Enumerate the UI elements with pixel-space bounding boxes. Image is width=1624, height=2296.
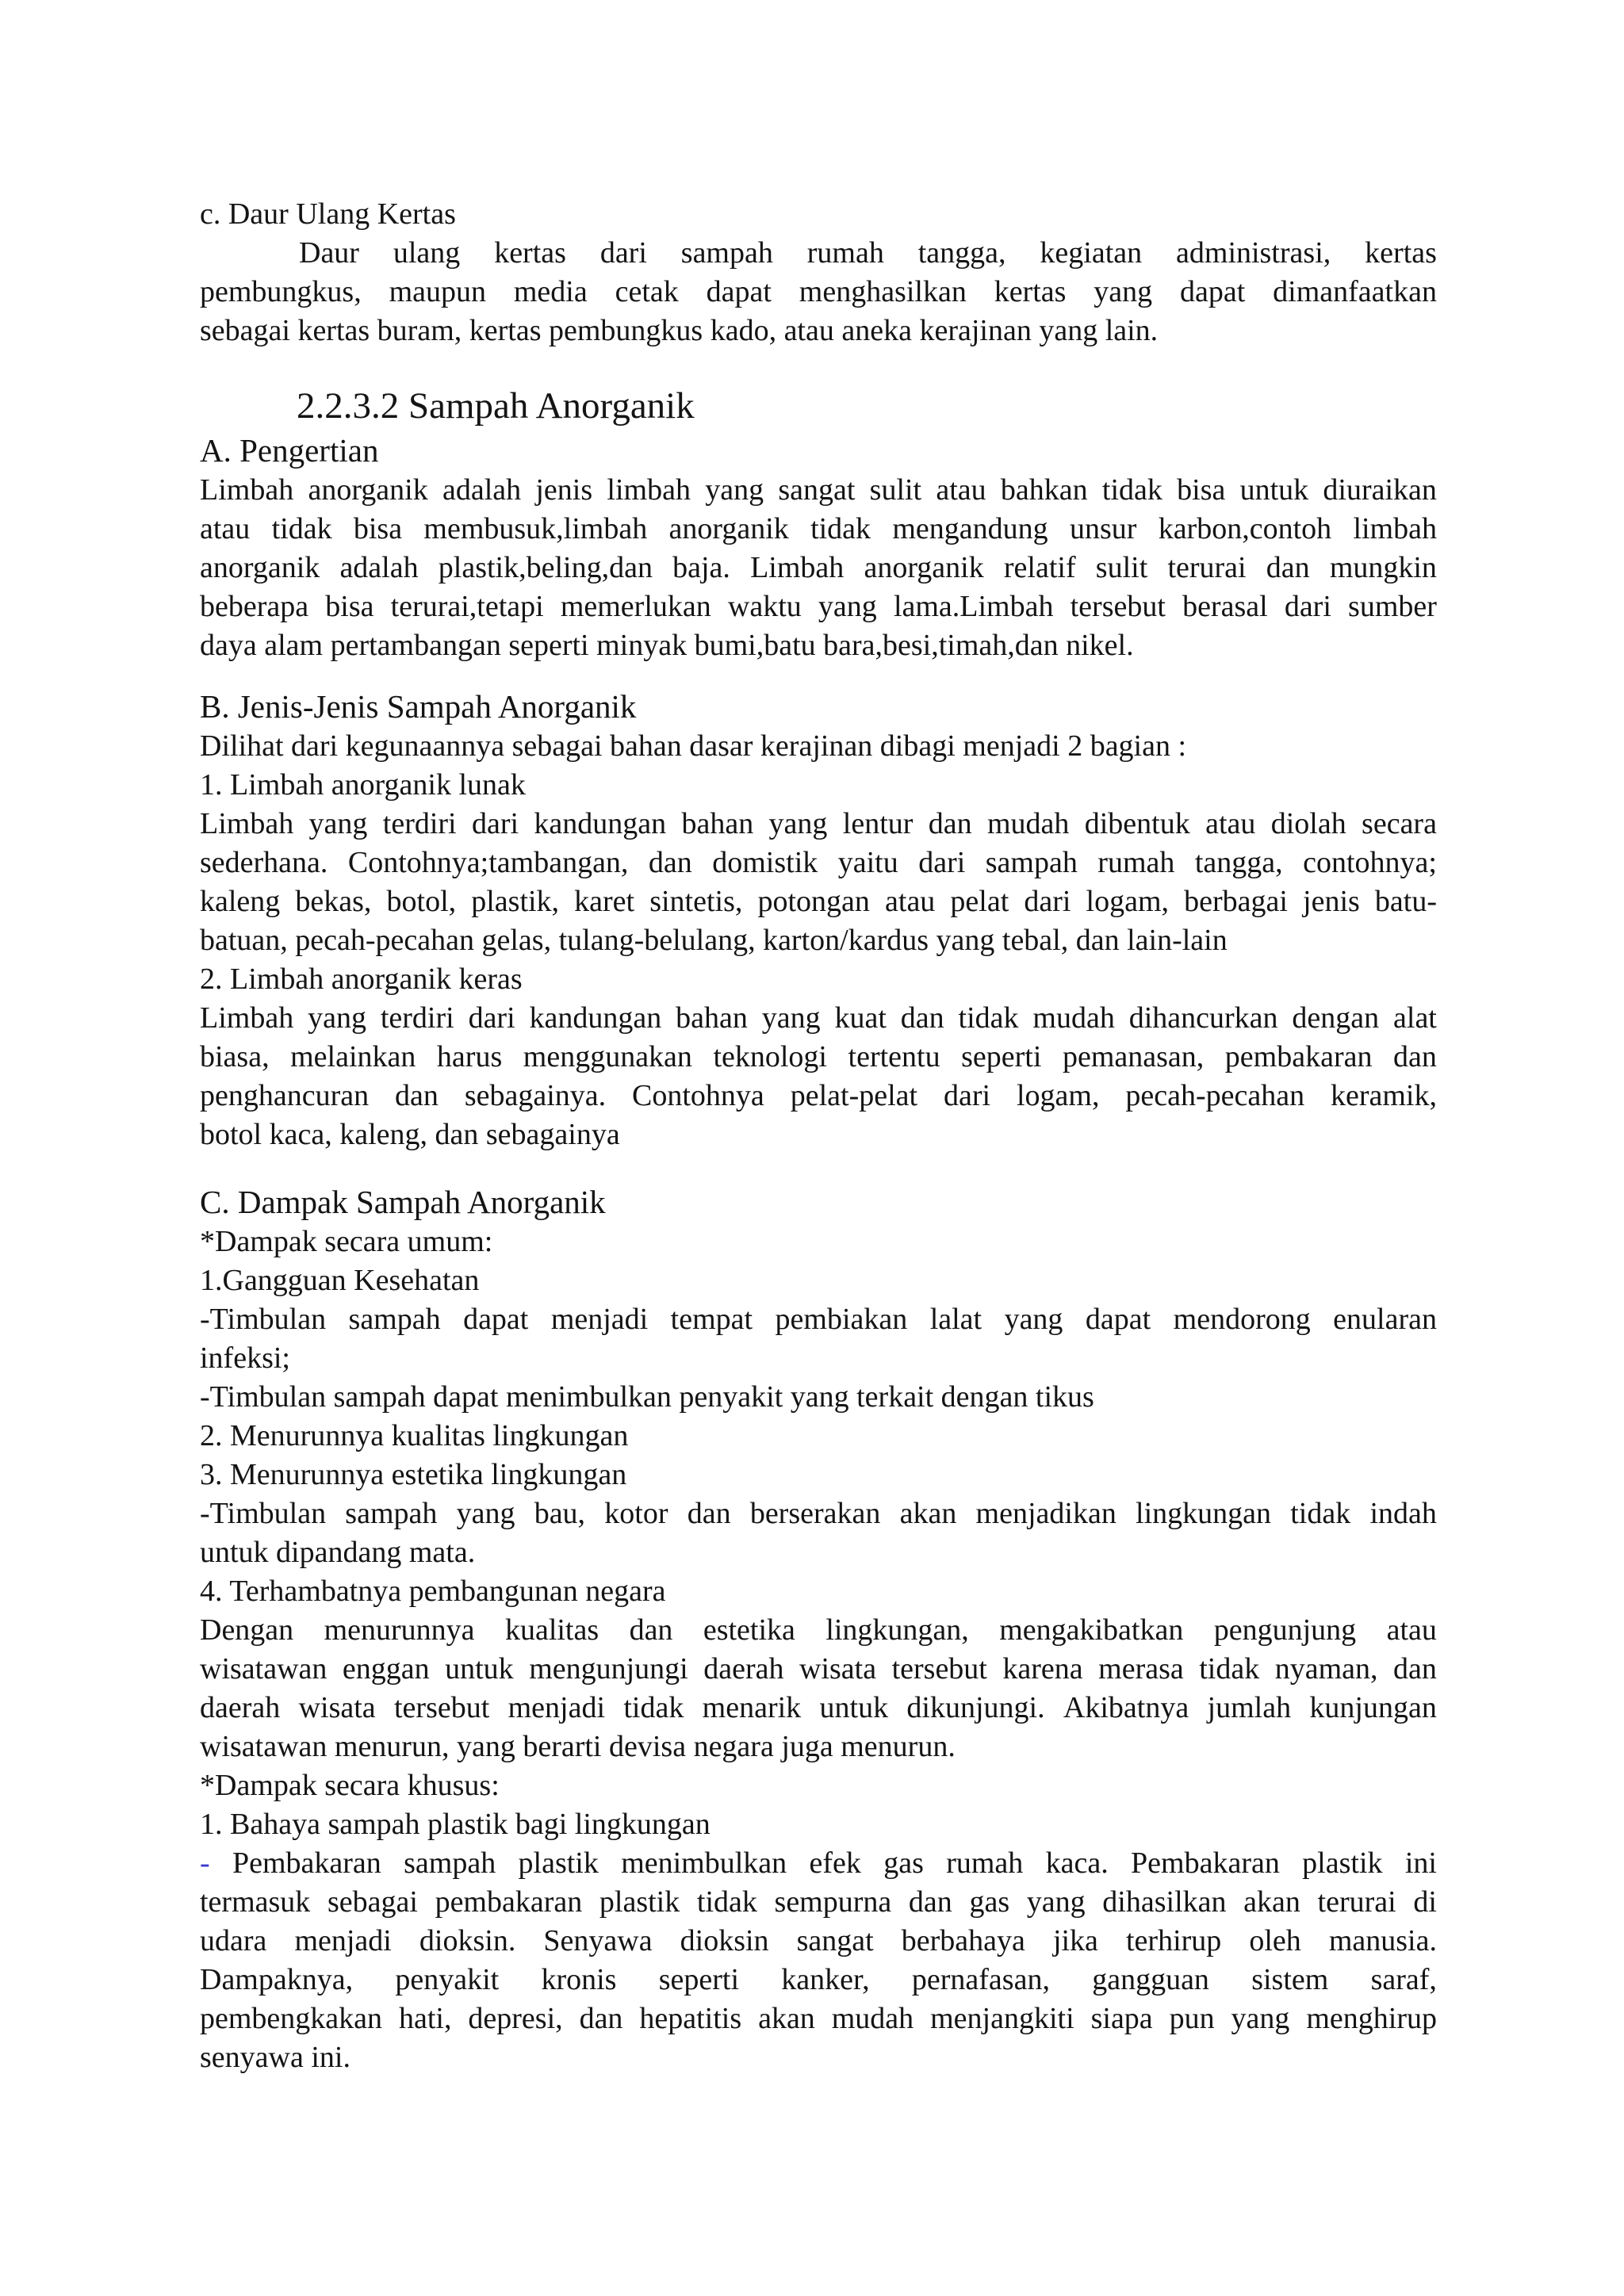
word: dan [579,2002,623,2035]
word: lingkungan [1136,1497,1272,1530]
word: yang [768,807,828,840]
word: jika [1052,1924,1098,1957]
word: dari [1284,590,1331,623]
word: secara [1362,807,1437,840]
paragraph-line [200,1922,1437,1961]
word: wisata [298,1691,376,1724]
paragraph-line [200,234,1437,273]
word: Limbah [200,473,294,507]
word: mudah [1032,1001,1115,1035]
word: sempurna [774,1885,892,1919]
word: sangat [778,473,856,507]
word: untuk [445,1652,514,1686]
word: kualitas [504,1613,599,1647]
word: plastik, [471,885,560,918]
word: botol, [386,885,457,918]
word: kanker, [781,1963,870,1996]
impact-3-title: 3. Menurunnya estetika lingkungan [200,1458,627,1491]
word: karet [574,885,635,918]
word: terurai [1317,1885,1396,1919]
impact-2-title: 2. Menurunnya kualitas lingkungan [200,1419,629,1452]
word: anorganik [864,551,984,584]
word: dari [599,236,647,270]
word: yang [1004,1303,1063,1336]
word: yang [1094,275,1153,308]
word: anorganik [668,512,789,545]
word: sederhana. [200,846,328,879]
word: penyakit [395,1963,500,1996]
section-heading: 2.2.3.2 Sampah Anorganik [297,385,695,427]
word: logam, [1016,1079,1100,1112]
word: plastik,beling,dan [438,551,653,584]
word: contohnya; [1303,846,1437,879]
word: menimbulkan [621,1846,787,1880]
word: udara [200,1924,267,1957]
specific-1-title: 1. Bahaya sampah plastik bagi lingkungan [200,1808,710,1841]
word: tidak [696,1885,757,1919]
word: domistik [712,846,818,879]
word: waktu [727,590,802,623]
word: pelat [950,885,1009,918]
word: dan [928,807,972,840]
word: teknologi [713,1040,827,1073]
paragraph-line [200,549,1437,587]
paragraph-line [200,1689,1437,1728]
word: dari [468,1001,515,1035]
word: biasa, [200,1040,270,1073]
word: anorganik [200,551,320,584]
word: efek [809,1846,861,1880]
word: enggan [342,1652,430,1686]
word: indah [1369,1497,1437,1530]
word: maupun [389,275,487,308]
word: terhirup [1125,1924,1222,1957]
word: rumah [946,1846,1024,1880]
word: mengandung [892,512,1048,545]
word: kegiatan [1040,236,1143,270]
word: terdiri [380,1001,454,1035]
word: dapat [463,1303,529,1336]
word: pelat-pelat [790,1079,918,1112]
word: tertentu [848,1040,940,1073]
word: bahan [676,1001,748,1035]
word: menjadi [550,1303,649,1336]
word: untuk [819,1691,889,1724]
word: mengunjungi [529,1652,688,1686]
word: kaca. [1045,1846,1109,1880]
word: sampah [404,1846,496,1880]
paragraph-line [200,1077,1437,1115]
word: Limbah [200,807,294,840]
word: atau [1205,807,1256,840]
word: dan [1393,1652,1437,1686]
impact-4-title: 4. Terhambatnya pembangunan negara [200,1575,666,1608]
word: pemanasan, [1062,1040,1205,1073]
word: menggunakan [523,1040,692,1073]
word: depresi, [468,2002,563,2035]
word: mengakibatkan [999,1613,1184,1647]
word: melainkan [290,1040,416,1073]
word: gas [883,1846,924,1880]
word: tersebut [394,1691,490,1724]
paragraph-line [200,882,1437,921]
word: gangguan [1092,1963,1209,1996]
word: terurai,tetapi [390,590,544,623]
paragraph-line [200,273,1437,312]
paragraph-line: senyawa ini. [200,2041,350,2074]
paragraph-line [200,471,1437,510]
word: ini [1404,1846,1437,1880]
item1-title: 1. Limbah anorganik lunak [200,768,526,802]
word: pembungkus, [200,275,362,308]
word: enularan [1333,1303,1437,1336]
word: bekas, [295,885,372,918]
word: plastik [518,1846,599,1880]
word: pembakaran [1224,1040,1373,1073]
word: dibentuk [1084,807,1190,840]
word: dihancurkan [1128,1001,1278,1035]
word: wisata [799,1652,877,1686]
word: Pembakaran [1131,1846,1280,1880]
word: bisa [353,512,403,545]
document-page [200,195,1437,2077]
word: Contohnya;tambangan, [347,846,629,879]
word: sulit [869,473,922,507]
word: jenis [535,473,593,507]
word: jumlah [1207,1691,1292,1724]
word: kertas [1365,236,1437,270]
word: sampah [680,236,773,270]
word: dapat [1180,275,1246,308]
word: mudah [986,807,1070,840]
word: administrasi, [1176,236,1331,270]
word: dari [471,807,519,840]
word: pun [1169,2002,1215,2035]
word: yang [761,1001,821,1035]
word: tempat [670,1303,753,1336]
word: relatif [1003,551,1076,584]
paragraph-line: botol kaca, kaleng, dan sebagainya [200,1118,620,1151]
word: menjadi [508,1691,606,1724]
word: tidak [958,1001,1019,1035]
word: dihasilkan [1102,1885,1227,1919]
word: limbah [1353,512,1437,545]
word: menjangkiti [930,2002,1074,2035]
word: hati, [398,2002,452,2035]
word: sintetis, [649,885,743,918]
word: karbon,contoh [1158,512,1332,545]
word: cetak [615,275,679,308]
word: yang [308,807,368,840]
word: limbah [607,473,691,507]
word: mungkin [1329,551,1437,584]
word: kotor [604,1497,668,1530]
word: seperti [961,1040,1042,1073]
word: menghirup [1306,2002,1437,2035]
word: sistem [1251,1963,1329,1996]
word: kronis [541,1963,617,1996]
word: atau [200,512,251,545]
paragraph-line [200,1611,1437,1650]
word: alat [1393,1001,1437,1035]
word: penghancuran [200,1079,370,1112]
word: tersebut [1070,590,1166,623]
word: dimanfaatkan [1273,275,1437,308]
paragraph-line: sebagai kertas buram, kertas pembungkus kado, atau aneka kerajinan yang lain. [200,314,1159,347]
word: pembiakan [775,1303,908,1336]
word: beberapa [200,590,309,623]
word: dengan [1292,1001,1380,1035]
word: akan [899,1497,957,1530]
word: berbagai [1184,885,1288,918]
word: Dampaknya, [200,1963,354,1996]
word: sampah [985,846,1078,879]
paragraph-line [200,1883,1437,1922]
word: keramik, [1330,1079,1437,1112]
word: lentur [842,807,914,840]
word: atau [1386,1613,1437,1647]
word: pembengkakan [200,2002,383,2035]
word: adalah [442,473,522,507]
word: diolah [1270,807,1346,840]
paragraph-line [200,587,1437,626]
word: nyaman, [1274,1652,1378,1686]
word: ulang [393,236,461,270]
word: daerah [703,1652,784,1686]
paragraph-line [200,1494,1437,1533]
word: yang [1026,1885,1086,1919]
word: Dengan [200,1613,294,1647]
word: yang [1231,2002,1290,2035]
word: bau, [534,1497,586,1530]
word: dari [1024,885,1071,918]
word: mendorong [1173,1303,1311,1336]
word: karena [1002,1652,1083,1686]
word: Pembakaran [232,1846,381,1880]
word: menjadikan [975,1497,1116,1530]
word: adalah [339,551,419,584]
word: menjadi [294,1924,392,1957]
word: Senyawa [543,1924,653,1957]
paragraph-line [200,999,1437,1038]
word: tidak [623,1691,684,1724]
paragraph-line [200,1961,1437,1999]
word: pernafasan, [911,1963,1050,1996]
word: lalat [929,1303,982,1336]
word: Limbah [200,1001,294,1035]
word: merasa [1098,1652,1184,1686]
word: kaleng [200,885,281,918]
word: menghasilkan [799,275,967,308]
word: -Timbulan [200,1303,327,1336]
word: Limbah [750,551,845,584]
word: dan [908,1885,952,1919]
word: tidak [1290,1497,1351,1530]
word: bisa [1177,473,1226,507]
paragraph-line [200,844,1437,882]
word: rumah [1097,846,1175,879]
word: media [513,275,588,308]
word: sebagai [327,1885,418,1919]
word: seperti [658,1963,740,1996]
section-b-intro: Dilihat dari kegunaannya sebagai bahan dasar kerajinan dibagi menjadi 2 bagian : [200,729,1187,763]
word: daerah [200,1691,281,1724]
word: sulit [1095,551,1148,584]
word: menurunnya [324,1613,475,1647]
word: kertas [494,236,566,270]
word: bahkan [1000,473,1088,507]
word: unsur [1069,512,1137,545]
word: lingkungan, [825,1613,969,1647]
word: yang [456,1497,515,1530]
word: dan [1266,551,1310,584]
paragraph-line: wisatawan menurun, yang berarti devisa negara juga menurun. [200,1730,956,1763]
impact-1-title: 1.Gangguan Kesehatan [200,1264,480,1297]
word: berserakan [749,1497,881,1530]
word: yang [308,1001,366,1035]
word: Contohnya [632,1079,764,1112]
word: sampah [345,1497,438,1530]
bullet-dash: - [200,1846,210,1880]
word: hepatitis [639,2002,742,2035]
paragraph-line: -Timbulan sampah dapat menimbulkan penyakit yang terkait dengan tikus [200,1380,1094,1414]
word: diuraikan [1323,473,1437,507]
word: tidak [1199,1652,1260,1686]
item2-title: 2. Limbah anorganik keras [200,962,523,996]
paragraph-line [200,1300,1437,1339]
word: batu- [1374,885,1437,918]
paragraph-line [200,1038,1437,1077]
word: terdiri [382,807,457,840]
word: Akibatnya [1063,1691,1189,1724]
word: sangat [796,1924,874,1957]
word: saraf, [1370,1963,1437,1996]
word: berasal [1182,590,1268,623]
word: menarik [702,1691,802,1724]
word: dikunjungi. [906,1691,1045,1724]
word: bahan [681,807,754,840]
general-impact-label: *Dampak secara umum: [200,1225,493,1258]
paragraph-line [200,510,1437,549]
word: dapat [1085,1303,1151,1336]
word: kuat [834,1001,887,1035]
word: terurai [1167,551,1247,584]
word: dan [648,846,692,879]
word: oleh [1249,1924,1301,1957]
word: sampah [348,1303,441,1336]
word: sumber [1348,590,1437,623]
section-a-title: A. Pengertian [200,432,379,469]
word: tidak [1101,473,1162,507]
paragraph-line: untuk dipandang mata. [200,1536,476,1569]
word: dari [943,1079,991,1112]
word: dapat [706,275,772,308]
word: kunjungan [1309,1691,1437,1724]
word: yang [818,590,877,623]
word: pembakaran [435,1885,583,1919]
word: pengunjung [1213,1613,1357,1647]
word: dan [629,1613,673,1647]
word: jenis [1303,885,1360,918]
word: kandungan [529,1001,662,1035]
word: akan [1243,1885,1300,1919]
specific-impact-label: *Dampak secara khusus: [200,1769,500,1802]
word: wisatawan [200,1652,327,1686]
word: kertas [994,275,1067,308]
section-c-recycle-title: c. Daur Ulang Kertas [200,197,456,231]
word: dan [395,1079,439,1112]
paragraph-line [200,805,1437,844]
word: manusia. [1328,1924,1437,1957]
word: potongan [757,885,870,918]
word: mudah [831,2002,914,2035]
paragraph-line [200,1844,1437,1883]
paragraph-line: daya alam pertambangan seperti minyak bumi,batu bara,besi,timah,dan nikel. [200,629,1134,662]
word: lama.Limbah [893,590,1054,623]
word: tersebut [891,1652,987,1686]
word: anorganik [308,473,428,507]
word: untuk [1239,473,1309,507]
word: gas [969,1885,1010,1919]
word: -Timbulan [200,1497,327,1530]
word: tangga, [917,236,1006,270]
word: baja. [672,551,730,584]
section-c-impact-title: C. Dampak Sampah Anorganik [200,1184,606,1220]
word: di [1413,1885,1437,1919]
word: dioksin. [419,1924,516,1957]
word: yaitu [837,846,898,879]
word: membusuk,limbah [423,512,648,545]
word: logam, [1086,885,1170,918]
word: termasuk [200,1885,311,1919]
word: harus [436,1040,503,1073]
word: pecah-pecahan [1125,1079,1305,1112]
word: dari [918,846,966,879]
word: sebagainya. [464,1079,607,1112]
word: dan [1393,1040,1437,1073]
word: plastik [599,1885,680,1919]
word: bisa [325,590,374,623]
word: dioksin [680,1924,769,1957]
word: siapa [1090,2002,1153,2035]
word: kandungan [534,807,667,840]
word: tidak [271,512,332,545]
word: atau [885,885,936,918]
paragraph-line [200,1650,1437,1689]
word: tangga, [1194,846,1283,879]
word: rumah [806,236,884,270]
word: estetika [703,1613,795,1647]
word: yang [705,473,764,507]
word: tidak [810,512,871,545]
paragraph-line: batuan, pecah-pecahan gelas, tulang-belulang, karton/kardus yang tebal, dan lain-lain [200,924,1228,957]
paragraph-line: infeksi; [200,1341,290,1375]
word: atau [936,473,986,507]
word: Daur [299,236,359,270]
section-b-title: B. Jenis-Jenis Sampah Anorganik [200,688,637,725]
paragraph-line [200,1999,1437,2038]
word: memerlukan [560,590,711,623]
word: berbahaya [901,1924,1025,1957]
word: dan [687,1497,731,1530]
word: plastik [1302,1846,1383,1880]
word: dan [900,1001,944,1035]
word: akan [758,2002,815,2035]
